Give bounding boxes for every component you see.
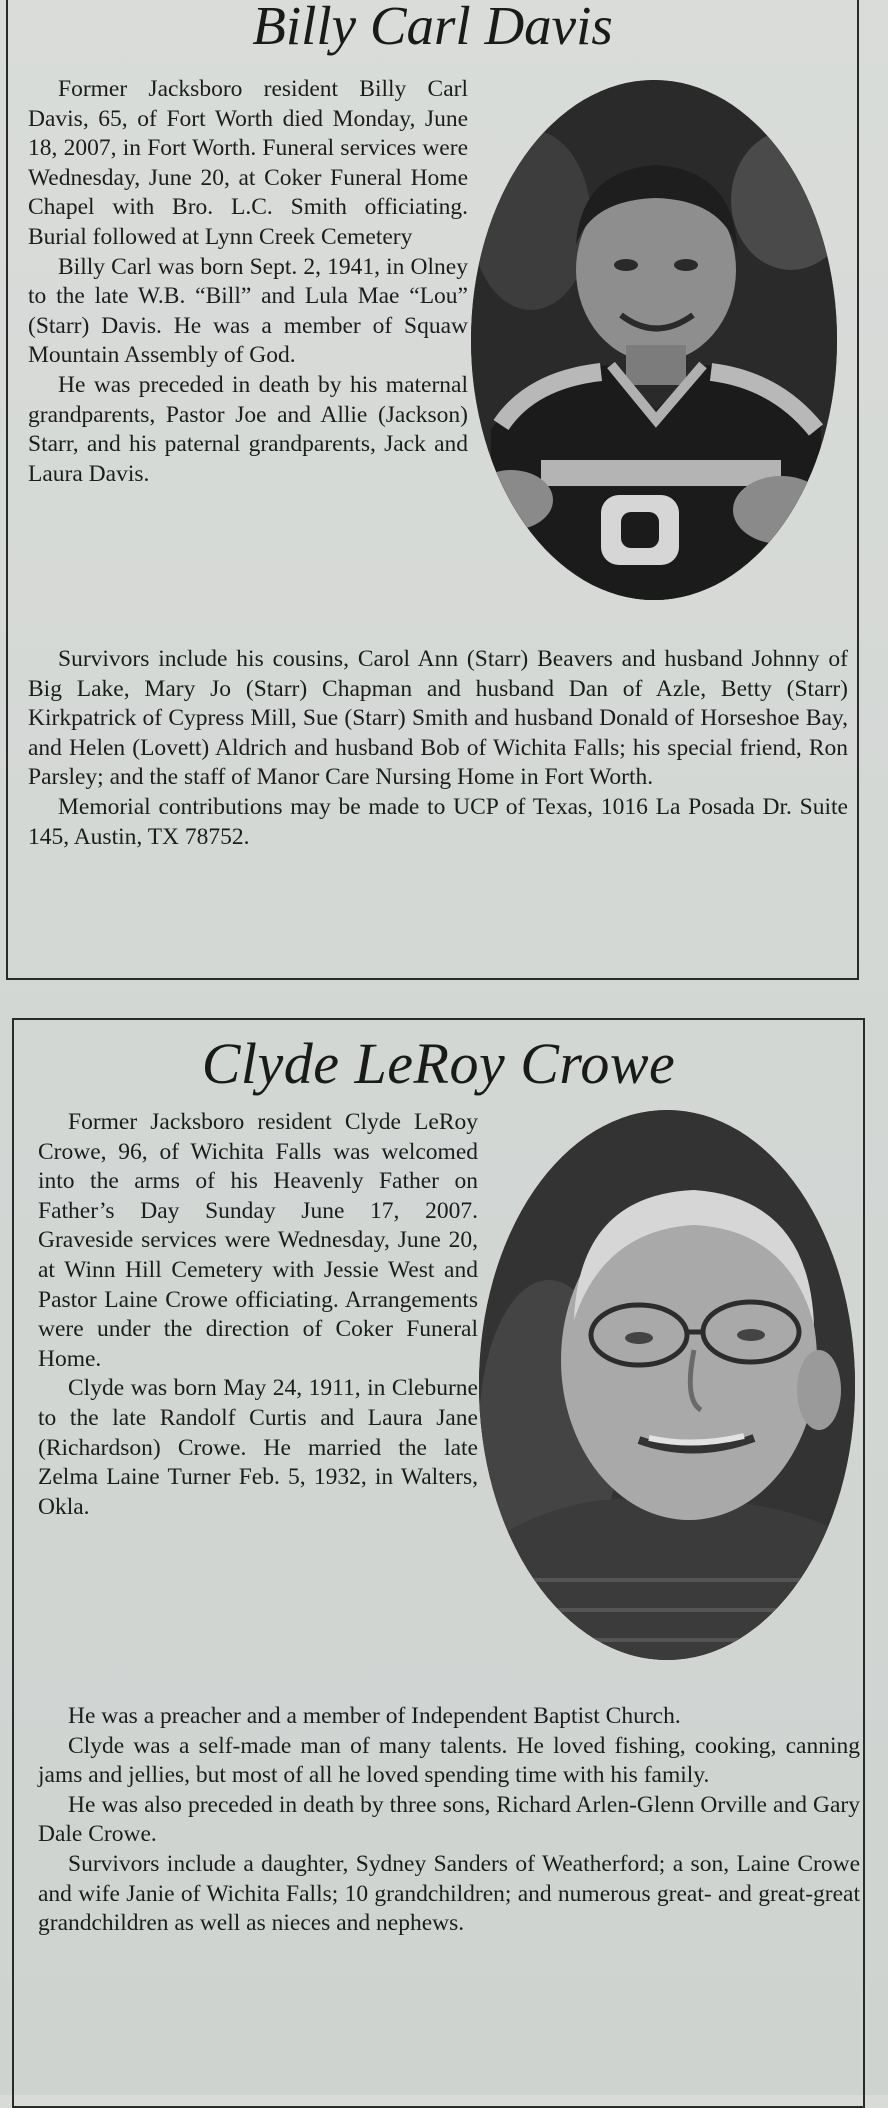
paragraph: Survivors include a daughter, Sydney Sanders of Weatherford; a son, Laine Crowe and wife Janie of Wichita Falls; 10 grandchildren; and numerous great- and great-great grandchildren as well as nieces and nephews. (38, 1850, 860, 1937)
obituary-text-full-width (38, 1702, 860, 1939)
young-man-portrait-image (471, 80, 837, 600)
obituary-clyde-leroy-crowe (12, 1018, 865, 2108)
obituary-title: Clyde LeRoy Crowe (201, 1031, 676, 1096)
portrait-photo (471, 80, 837, 600)
paragraph: Clyde was a self-made man of many talents. He loved fishing, cooking, canning jams and jellies, but most of all he loved spending time with his family. (38, 1732, 860, 1789)
elderly-man-portrait-image (479, 1110, 855, 1660)
paragraph: Former Jacksboro resident Clyde LeRoy Crowe, 96, of Wichita Falls was welcomed into the arms of his Heavenly Father on Father’s Day Sunday June 17, 2007. Graveside services were Wednesday, June 20, at Winn Hill Cemetery with Jessie West and Pastor Laine Crowe officiating. Arrangements were under the direction of Coker Funeral Home. (38, 1109, 478, 1372)
paragraph: Clyde was born May 24, 1911, in Cleburne to the late Randolf Curtis and Laura Jane (Richardson) Crowe. He married the late Zelma Laine Turner Feb. 5, 1932, in Walters, Okla. (38, 1375, 478, 1520)
obituary-text-beside-photo (38, 1108, 478, 1522)
paragraph: Survivors include his cousins, Carol Ann (Starr) Beavers and husband Johnny of Big Lake, Mary Jo (Starr) Chapman and husband Dan of Azle, Betty (Starr) Kirkpatrick of Cypress Mill, Sue (Starr) Smith and husband Donald of Horseshoe Bay, and Helen (Lovett) Aldrich and husband Bob of Wichita Falls; his special friend, Ron Parsley; and the staff of Manor Care Nursing Home in Fort Worth. (28, 646, 848, 791)
paragraph: He was preceded in death by his maternal grandparents, Pastor Joe and Allie (Jackson) Starr, and his paternal grandparents, Jack and Laura Davis. (28, 371, 468, 487)
paragraph: Former Jacksboro resident Billy Carl Davis, 65, of Fort Worth died Monday, June 18, 2007, in Fort Worth. Funeral services were Wednesday, June 20, at Coker Funeral Home Chapel with Bro. L.C. Smith officiating. Burial followed at Lynn Creek Cemetery (28, 76, 468, 250)
obituary-title: Billy Carl Davis (252, 0, 613, 56)
paragraph: Memorial contributions may be made to UCP of Texas, 1016 La Posada Dr. Suite 145, Austin, TX 78752. (28, 793, 848, 850)
obituary-text-full-width (28, 645, 848, 852)
paragraph: Billy Carl was born Sept. 2, 1941, in Olney to the late W.B. “Bill” and Lula Mae “Lou” (Starr) Davis. He was a member of Squaw Mountain Assembly of God. (28, 253, 468, 369)
obituary-billy-carl-davis (6, 0, 859, 980)
portrait-photo (479, 1110, 855, 1660)
paragraph: He was also preceded in death by three sons, Richard Arlen-Glenn Orville and Gary Dale Crowe. (38, 1791, 860, 1848)
obituary-text-beside-photo (28, 75, 468, 489)
paragraph: He was a preacher and a member of Independent Baptist Church. (68, 1703, 681, 1729)
